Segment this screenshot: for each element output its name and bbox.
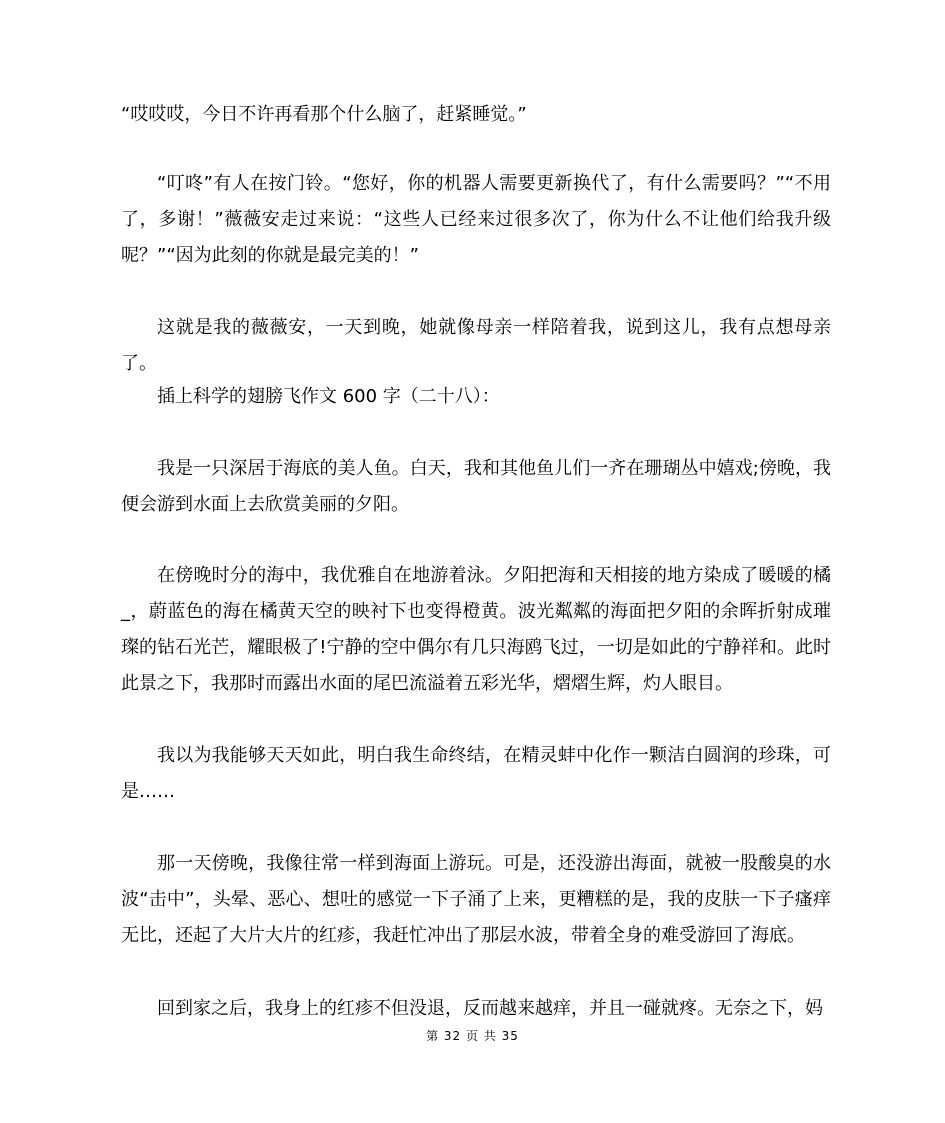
section-heading: 插上科学的翅膀飞作文 600 字（二十八）： — [157, 386, 500, 407]
paragraph-8: 回到家之后，我身上的红疹不但没退，反而越来越痒，并且一碰就疼。无奈之下，妈 — [157, 998, 823, 1019]
page-number-footer: 第 32 页 共 35 — [426, 1029, 519, 1043]
paragraph-2: “叮咚”有人在按门铃。“您好，你的机器人需要更新换代了，有什么需要吗？”“不用了，多谢！”薇薇安走过来说：“这些人已经来过很多次了，你为什么不让他们给我升级呢？”“因为此刻的你就是最完美的！” — [121, 173, 831, 266]
paragraph-1: “哎哎哎，今日不许再看那个什么脑了，赶紧睡觉。” — [121, 104, 527, 125]
paragraph-4: 我是一只深居于海底的美人鱼。白天，我和其他鱼儿们一齐在珊瑚丛中嬉戏;傍晚，我便会游到水面上去欣赏美丽的夕阳。 — [121, 458, 831, 515]
paragraph-6: 我以为我能够天天如此，明白我生命终结，在精灵蚌中化作一颗洁白圆润的珍珠，可是…… — [121, 745, 831, 802]
paragraph-5: 在傍晚时分的海中，我优雅自在地游着泳。夕阳把海和天相接的地方染成了暖暖的橘_，蔚蓝色的海在橘黄天空的映衬下也变得橙黄。波光粼粼的海面把夕阳的余晖折射成璀璨的钻石光芒，耀眼极了!宁静的空中偶尔有几只海鸥飞过，一切是如此的宁静祥和。此时此景之下，我那时而露出水面的尾巴流溢着五彩光华，熠熠生辉，灼人眼目。 — [121, 565, 831, 694]
paragraph-3: 这就是我的薇薇安，一天到晚，她就像母亲一样陪着我，说到这儿，我有点想母亲了。 — [121, 317, 831, 374]
paragraph-7: 那一天傍晚，我像往常一样到海面上游玩。可是，还没游出海面，就被一股酸臭的水波“击中”，头晕、恶心、想吐的感觉一下子涌了上来，更糟糕的是，我的皮肤一下子瘙痒无比，还起了大片大片的红疹，我赶忙冲出了那层水波，带着全身的难受游回了海底。 — [121, 853, 831, 946]
